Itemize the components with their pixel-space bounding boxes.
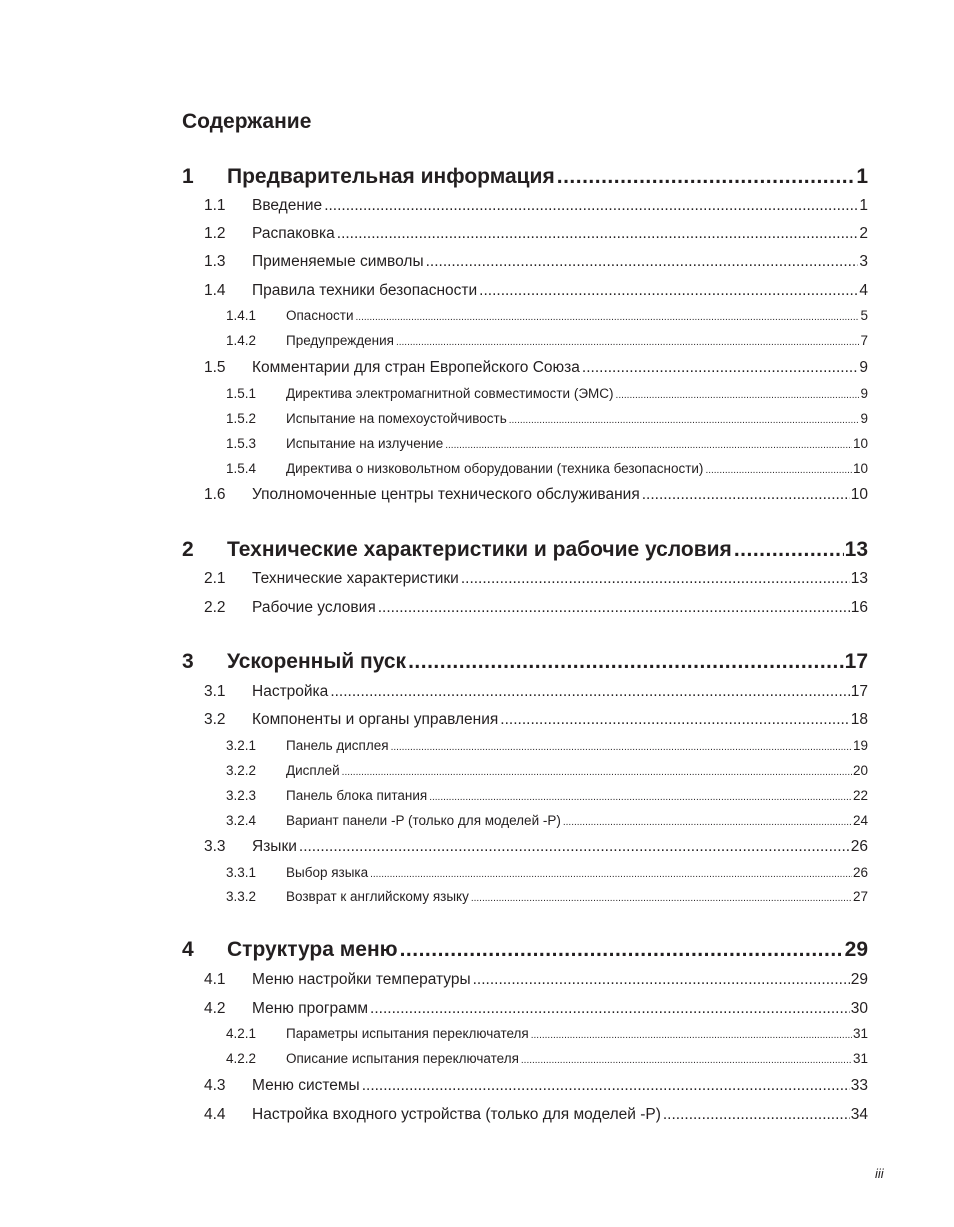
toc-entry-title: Предупреждения: [286, 333, 394, 348]
toc-entry-title: Панель блока питания: [286, 788, 428, 803]
toc-entry[interactable]: [226, 308, 868, 328]
dot-leader: [370, 869, 852, 880]
toc-entry[interactable]: [204, 599, 868, 621]
dot-leader: [330, 683, 849, 701]
toc-entry-number: 1.5.3: [226, 436, 257, 451]
dot-leader: [473, 971, 850, 989]
toc-entry-title: Испытание на помехоустойчивость: [286, 411, 507, 426]
toc-entry-page: 17: [850, 683, 868, 700]
toc-entry-title: Технические характеристики: [252, 570, 459, 587]
toc-entry[interactable]: [204, 486, 868, 508]
toc-entry-page: 9: [860, 411, 868, 426]
toc-entry-number: 4.2.2: [226, 1051, 257, 1066]
toc-entry-title: Уполномоченные центры технического обслуживания: [252, 486, 640, 503]
toc-entry-number: 4.3: [204, 1077, 226, 1094]
toc-entry-title: Опасности: [286, 308, 354, 323]
toc-entry-page: 2: [859, 225, 868, 242]
toc-entry-title: Дисплей: [286, 763, 340, 778]
toc-entry[interactable]: [182, 165, 868, 193]
toc-entry-page: 1: [859, 197, 868, 214]
toc-entry[interactable]: [204, 225, 868, 247]
toc-entry-number: 1.1: [204, 197, 226, 214]
toc-entry-number: 3.2.1: [226, 738, 257, 753]
toc-entry-page: 31: [852, 1026, 868, 1041]
toc-entry-title: Введение: [252, 197, 323, 214]
toc-entry[interactable]: [204, 683, 868, 705]
toc-entry-number: 1.5: [204, 359, 226, 376]
dot-leader: [531, 1030, 852, 1041]
dot-leader: [426, 253, 859, 271]
dot-leader: [378, 599, 850, 617]
toc-entry-page: 34: [850, 1106, 868, 1123]
toc-entry[interactable]: [204, 197, 868, 219]
toc-entry-page: 29: [850, 971, 868, 988]
toc-entry-title: Меню системы: [252, 1077, 360, 1094]
toc-entry-page: 3: [859, 253, 868, 270]
toc-entry[interactable]: [226, 1051, 868, 1071]
toc-entry-number: 1.5.2: [226, 411, 257, 426]
dot-leader: [362, 1077, 850, 1095]
toc-entry-page: 19: [852, 738, 868, 753]
toc-entry-page: 1: [856, 165, 868, 188]
dot-leader: [391, 742, 852, 753]
dot-leader: [642, 486, 850, 504]
toc-entry-page: 13: [844, 538, 868, 561]
toc-entry[interactable]: [204, 359, 868, 381]
toc-entry-page: 5: [860, 308, 868, 323]
toc-entry-number: 2.2: [204, 599, 226, 616]
toc-entry-number: 2: [182, 538, 194, 561]
toc-entry-title: Настройка входного устройства (только для моделей -P): [252, 1106, 661, 1123]
toc-entry-number: 1.4.2: [226, 333, 257, 348]
dot-leader: [500, 711, 849, 729]
toc-entry-number: 3.1: [204, 683, 226, 700]
toc-entry[interactable]: [204, 1106, 868, 1128]
page-number: iii: [875, 1166, 884, 1181]
dot-leader: [396, 337, 860, 348]
toc-entry-number: 3.2.2: [226, 763, 257, 778]
dot-leader: [557, 165, 856, 189]
dot-leader: [582, 359, 858, 377]
toc-entry-title: Возврат к английскому языку: [286, 889, 469, 904]
toc-entry-page: 10: [852, 436, 868, 451]
toc-entry-page: 10: [852, 461, 868, 476]
dot-leader: [400, 938, 844, 962]
toc-entry[interactable]: [204, 282, 868, 304]
toc-entry-number: 4: [182, 938, 194, 961]
dot-leader: [734, 538, 844, 562]
toc-entry-title: Параметры испытания переключателя: [286, 1026, 529, 1041]
dot-leader: [370, 1000, 850, 1018]
dot-leader: [356, 312, 860, 323]
toc-entry-number: 1.5.4: [226, 461, 257, 476]
toc-entry-title: Директива о низковольтном оборудовании (техника безопасности): [286, 461, 704, 476]
toc-entry-title: Языки: [252, 838, 297, 855]
toc-entry-number: 4.2: [204, 1000, 226, 1017]
dot-leader: [616, 390, 860, 401]
toc-entry-number: 1.2: [204, 225, 226, 242]
dot-leader: [479, 282, 858, 300]
toc-entry-title: Выбор языка: [286, 865, 369, 880]
toc-entry-title: Настройка: [252, 683, 329, 700]
toc-entry-number: 1.3: [204, 253, 226, 270]
dot-leader: [509, 415, 860, 426]
toc-entry[interactable]: [204, 1077, 868, 1099]
toc-entry-page: 9: [860, 386, 868, 401]
toc-entry-page: 30: [850, 1000, 868, 1017]
toc-entry-number: 3: [182, 650, 194, 673]
toc-entry[interactable]: [204, 1000, 868, 1022]
toc-entry-page: 7: [860, 333, 868, 348]
toc-entry[interactable]: [182, 538, 868, 566]
toc-entry[interactable]: [226, 813, 868, 833]
toc-entry-number: 4.4: [204, 1106, 226, 1123]
toc-entry-number: 3.2.3: [226, 788, 257, 803]
toc-entry[interactable]: [204, 838, 868, 860]
toc-entry[interactable]: [226, 738, 868, 758]
toc-entry-number: 1.5.1: [226, 386, 257, 401]
dot-leader: [471, 893, 852, 904]
dot-leader: [324, 197, 858, 215]
toc-entry-number: 1: [182, 165, 194, 188]
toc-entry[interactable]: [204, 971, 868, 993]
toc-entry[interactable]: [226, 889, 868, 909]
toc-entry-page: 22: [852, 788, 868, 803]
toc-entry-page: 26: [852, 865, 868, 880]
toc-entry[interactable]: [226, 763, 868, 783]
dot-leader: [342, 767, 852, 778]
dot-leader: [461, 570, 850, 588]
toc-entry[interactable]: [226, 865, 868, 885]
toc-title: Содержание: [182, 110, 312, 133]
toc-entry-title: Испытание на излучение: [286, 436, 444, 451]
toc-entry[interactable]: [226, 333, 868, 353]
toc-entry-title: Технические характеристики и рабочие условия: [227, 538, 732, 561]
toc-entry-title: Вариант панели -P (только для моделей -P): [286, 813, 561, 828]
toc-entry-number: 1.4.1: [226, 308, 257, 323]
toc-entry[interactable]: [204, 711, 868, 733]
toc-entry-page: 10: [850, 486, 868, 503]
dot-leader: [663, 1106, 850, 1124]
toc-entry-page: 33: [850, 1077, 868, 1094]
toc-entry[interactable]: [182, 938, 868, 966]
dot-leader: [563, 817, 852, 828]
toc-entry-title: Меню программ: [252, 1000, 369, 1017]
toc-entry[interactable]: [182, 650, 868, 678]
toc-entry[interactable]: [226, 411, 868, 431]
toc-entry[interactable]: [226, 436, 868, 456]
toc-entry-number: 4.1: [204, 971, 226, 988]
toc-entry-page: 17: [844, 650, 868, 673]
toc-entry-page: 9: [859, 359, 868, 376]
toc-entry-title: Предварительная информация: [227, 165, 555, 188]
toc-entry-title: Рабочие условия: [252, 599, 376, 616]
toc-entry-number: 3.3: [204, 838, 226, 855]
toc-entry-page: 24: [852, 813, 868, 828]
toc-entry-title: Описание испытания переключателя: [286, 1051, 519, 1066]
toc-entry-title: Директива электромагнитной совместимости (ЭМС): [286, 386, 614, 401]
toc-entry-number: 3.2.4: [226, 813, 257, 828]
toc-entry-page: 31: [852, 1051, 868, 1066]
toc-entry-title: Правила техники безопасности: [252, 282, 478, 299]
toc-entry-title: Ускоренный пуск: [227, 650, 407, 673]
toc-entry-number: 3.2: [204, 711, 226, 728]
toc-entry-title: Меню настройки температуры: [252, 971, 471, 988]
toc-entry[interactable]: [204, 570, 868, 592]
toc-entry-title: Комментарии для стран Европейского Союза: [252, 359, 580, 376]
toc-entry-page: 4: [859, 282, 868, 299]
dot-leader: [429, 792, 852, 803]
toc-entry-page: 16: [850, 599, 868, 616]
toc-entry[interactable]: [226, 1026, 868, 1046]
toc-entry-number: 3.3.2: [226, 889, 257, 904]
toc-entry-title: Применяемые символы: [252, 253, 424, 270]
toc-entry-page: 18: [850, 711, 868, 728]
toc-entry-number: 1.6: [204, 486, 226, 503]
dot-leader: [337, 225, 859, 243]
toc-entry-page: 29: [844, 938, 868, 961]
dot-leader: [705, 465, 852, 476]
toc-entry-number: 4.2.1: [226, 1026, 257, 1041]
toc-entry[interactable]: [226, 386, 868, 406]
toc-entry-number: 3.3.1: [226, 865, 257, 880]
toc-entry[interactable]: [204, 253, 868, 275]
toc-entry-number: 2.1: [204, 570, 226, 587]
toc-entry-number: 1.4: [204, 282, 226, 299]
toc-entry-page: 13: [850, 570, 868, 587]
toc-entry[interactable]: [226, 461, 868, 481]
toc-entry-title: Компоненты и органы управления: [252, 711, 499, 728]
toc-entry-page: 27: [852, 889, 868, 904]
toc-entry-title: Структура меню: [227, 938, 398, 961]
dot-leader: [445, 440, 852, 451]
toc-entry-title: Распаковка: [252, 225, 335, 242]
toc-entry-title: Панель дисплея: [286, 738, 389, 753]
dot-leader: [299, 838, 850, 856]
dot-leader: [521, 1055, 852, 1066]
toc-entry-page: 20: [852, 763, 868, 778]
toc-entry[interactable]: [226, 788, 868, 808]
toc-entry-page: 26: [850, 838, 868, 855]
dot-leader: [408, 650, 844, 674]
